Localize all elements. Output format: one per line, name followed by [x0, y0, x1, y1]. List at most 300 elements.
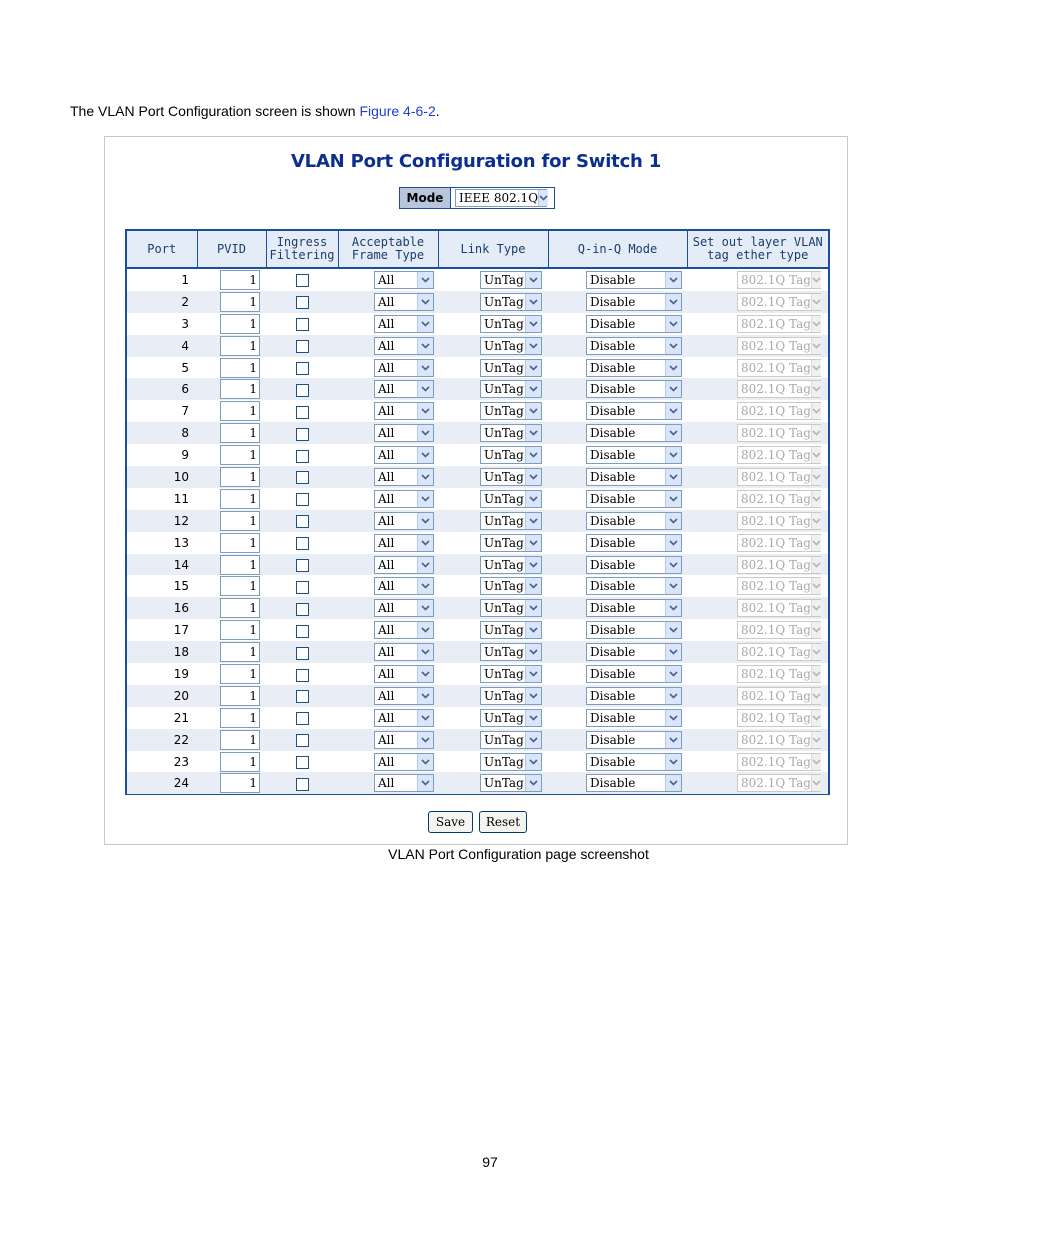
pvid-input[interactable]: 1: [220, 445, 260, 465]
outer-tag-select-value: 802.1Q Tag: [741, 272, 811, 287]
frame-type-select-value: All: [378, 688, 395, 703]
frame-type-select[interactable]: [374, 359, 434, 377]
pvid-cell: [197, 751, 266, 773]
outer-tag-cell: [687, 641, 828, 663]
link-type-select[interactable]: [480, 271, 542, 289]
chevron-down-icon: [525, 732, 541, 748]
link-type-select[interactable]: [480, 490, 542, 508]
chevron-down-icon: [665, 360, 681, 376]
frame-type-cell: [338, 378, 438, 400]
link-type-select[interactable]: [480, 577, 542, 595]
chevron-down-icon: [811, 644, 821, 660]
chevron-down-icon: [525, 447, 541, 463]
pvid-cell: [197, 400, 266, 422]
chevron-down-icon: [417, 360, 433, 376]
frame-type-select[interactable]: [374, 774, 434, 792]
link-type-cell: [438, 488, 548, 510]
link-type-cell: [438, 291, 548, 313]
link-type-cell: [438, 313, 548, 335]
frame-type-cell: [338, 641, 438, 663]
link-type-select[interactable]: [480, 774, 542, 792]
frame-type-select[interactable]: [374, 293, 434, 311]
link-type-select[interactable]: [480, 534, 542, 552]
ingress-filtering-checkbox[interactable]: [296, 690, 309, 703]
ingress-cell: [266, 466, 338, 488]
link-type-select[interactable]: [480, 446, 542, 464]
qinq-mode-select-value: Disable: [590, 535, 636, 550]
qinq-mode-select[interactable]: [586, 512, 682, 530]
pvid-cell: [197, 291, 266, 313]
ingress-filtering-checkbox[interactable]: [296, 406, 309, 419]
frame-type-select[interactable]: [374, 402, 434, 420]
pvid-cell: [197, 378, 266, 400]
ingress-filtering-checkbox[interactable]: [296, 471, 309, 484]
link-type-cell: [438, 268, 548, 291]
link-type-cell: [438, 619, 548, 641]
pvid-cell: [197, 597, 266, 619]
frame-type-select[interactable]: [374, 687, 434, 705]
frame-type-select[interactable]: [374, 556, 434, 574]
outer-tag-select-value: 802.1Q Tag: [741, 666, 811, 681]
link-type-select[interactable]: [480, 599, 542, 617]
pvid-input[interactable]: 1: [220, 664, 260, 684]
chevron-down-icon: [525, 688, 541, 704]
link-type-cell: [438, 685, 548, 707]
table-row: [127, 751, 828, 773]
outer-tag-select: [737, 271, 821, 289]
pvid-input[interactable]: 1: [220, 730, 260, 750]
outer-tag-cell: [687, 400, 828, 422]
chevron-down-icon: [665, 294, 681, 310]
ingress-filtering-checkbox[interactable]: [296, 318, 309, 331]
outer-tag-select: [737, 337, 821, 355]
link-type-select[interactable]: [480, 643, 542, 661]
chevron-down-icon: [811, 425, 821, 441]
port-number: 23: [173, 754, 189, 769]
outer-tag-select-value: 802.1Q Tag: [741, 688, 811, 703]
vlan-port-table: [125, 229, 830, 795]
qinq-mode-cell: [548, 291, 687, 313]
qinq-mode-cell: [548, 510, 687, 532]
header-port: Port: [127, 231, 197, 268]
frame-type-select[interactable]: [374, 577, 434, 595]
outer-tag-select: [737, 577, 821, 595]
ingress-filtering-checkbox[interactable]: [296, 778, 309, 791]
pvid-input[interactable]: 1: [220, 773, 260, 793]
pvid-input[interactable]: 1: [220, 467, 260, 487]
outer-tag-select-value: 802.1Q Tag: [741, 426, 811, 441]
table-row: [127, 291, 828, 313]
link-type-select[interactable]: [480, 709, 542, 727]
qinq-mode-select[interactable]: [586, 380, 682, 398]
qinq-mode-select[interactable]: [586, 643, 682, 661]
frame-type-cell: [338, 510, 438, 532]
header-acceptable-frame-type: Acceptable Frame Type: [338, 231, 438, 268]
link-type-select[interactable]: [480, 337, 542, 355]
outer-tag-cell: [687, 707, 828, 729]
ingress-filtering-checkbox[interactable]: [296, 625, 309, 638]
ingress-cell: [266, 663, 338, 685]
outer-tag-select-value: 802.1Q Tag: [741, 469, 811, 484]
qinq-mode-select-value: Disable: [590, 294, 636, 309]
link-type-select-value: UnTag: [484, 754, 524, 769]
qinq-mode-select-value: Disable: [590, 557, 636, 572]
mode-select-value: IEEE 802.1Q: [459, 191, 539, 205]
qinq-mode-select-value: Disable: [590, 579, 636, 594]
port-number: 6: [127, 378, 197, 400]
link-type-select-value: UnTag: [484, 491, 524, 506]
pvid-input[interactable]: 1: [220, 511, 260, 531]
chevron-down-icon: [525, 381, 541, 397]
frame-type-cell: [338, 488, 438, 510]
qinq-mode-select[interactable]: [586, 402, 682, 420]
qinq-mode-select-value: Disable: [590, 360, 636, 375]
pvid-input[interactable]: 1: [220, 358, 260, 378]
table-row: [127, 663, 828, 685]
qinq-mode-cell: [548, 707, 687, 729]
qinq-mode-cell: [548, 685, 687, 707]
outer-tag-cell: [687, 422, 828, 444]
qinq-mode-cell: [548, 751, 687, 773]
outer-tag-select-value: 802.1Q Tag: [741, 404, 811, 419]
qinq-mode-select-value: Disable: [590, 469, 636, 484]
frame-type-select[interactable]: [374, 534, 434, 552]
chevron-down-icon: [811, 775, 821, 791]
link-type-cell: [438, 554, 548, 576]
chevron-down-icon: [811, 403, 821, 419]
port-number: 10: [127, 466, 197, 488]
link-type-select[interactable]: [480, 359, 542, 377]
link-type-cell: [438, 335, 548, 357]
frame-type-select[interactable]: [374, 643, 434, 661]
frame-type-cell: [338, 751, 438, 773]
link-type-select-value: UnTag: [484, 601, 524, 616]
ingress-cell: [266, 357, 338, 379]
pvid-input[interactable]: 1: [220, 423, 260, 443]
pvid-input[interactable]: 1: [220, 401, 260, 421]
save-button[interactable]: Save: [428, 811, 473, 833]
ingress-cell: [266, 554, 338, 576]
frame-type-select[interactable]: [374, 446, 434, 464]
table-row: [127, 313, 828, 335]
page-number: 97: [482, 1154, 498, 1170]
frame-type-select-value: All: [378, 294, 395, 309]
qinq-mode-select[interactable]: [586, 621, 682, 639]
link-type-select[interactable]: [480, 293, 542, 311]
frame-type-select-value: All: [378, 710, 395, 725]
frame-type-select-value: All: [378, 382, 395, 397]
frame-type-select[interactable]: [374, 599, 434, 617]
figure-caption: VLAN Port Configuration page screenshot: [388, 846, 649, 862]
mode-select[interactable]: [455, 189, 547, 207]
outer-tag-cell: [687, 313, 828, 335]
ingress-cell: [266, 707, 338, 729]
outer-tag-select: [737, 315, 821, 333]
qinq-mode-select[interactable]: [586, 446, 682, 464]
ingress-filtering-checkbox[interactable]: [296, 603, 309, 616]
link-type-select[interactable]: [480, 424, 542, 442]
frame-type-cell: [338, 729, 438, 751]
qinq-mode-select[interactable]: [586, 753, 682, 771]
qinq-mode-cell: [548, 444, 687, 466]
chevron-down-icon: [417, 316, 433, 332]
qinq-mode-cell: [548, 729, 687, 751]
qinq-mode-select[interactable]: [586, 665, 682, 683]
outer-tag-select-value: 802.1Q Tag: [741, 732, 811, 747]
link-type-select[interactable]: [480, 380, 542, 398]
frame-type-select[interactable]: [374, 337, 434, 355]
pvid-input[interactable]: 1: [220, 555, 260, 575]
table-row: [127, 554, 828, 576]
chevron-down-icon: [417, 644, 433, 660]
frame-type-select-value: All: [378, 601, 395, 616]
reset-button[interactable]: Reset: [479, 811, 527, 833]
qinq-mode-select[interactable]: [586, 556, 682, 574]
link-type-cell: [438, 378, 548, 400]
ingress-filtering-checkbox[interactable]: [296, 515, 309, 528]
link-type-select[interactable]: [480, 468, 542, 486]
ingress-cell: [266, 619, 338, 641]
outer-tag-cell: [687, 532, 828, 554]
chevron-down-icon: [525, 403, 541, 419]
link-type-select[interactable]: [480, 402, 542, 420]
qinq-mode-select[interactable]: [586, 337, 682, 355]
qinq-mode-select-value: Disable: [590, 316, 636, 331]
port-number: 4: [127, 335, 197, 357]
chevron-down-icon: [417, 710, 433, 726]
qinq-mode-select[interactable]: [586, 709, 682, 727]
link-type-select[interactable]: [480, 753, 542, 771]
outer-tag-cell: [687, 772, 828, 794]
frame-type-select[interactable]: [374, 424, 434, 442]
link-type-select-value: UnTag: [484, 710, 524, 725]
link-type-select[interactable]: [480, 731, 542, 749]
qinq-mode-select[interactable]: [586, 468, 682, 486]
chevron-down-icon: [811, 535, 821, 551]
ingress-filtering-checkbox[interactable]: [296, 450, 309, 463]
frame-type-select-value: All: [378, 776, 395, 791]
table-row: [127, 575, 828, 597]
frame-type-select[interactable]: [374, 753, 434, 771]
chevron-down-icon: [665, 688, 681, 704]
pvid-input[interactable]: 1: [220, 708, 260, 728]
frame-type-select[interactable]: [374, 621, 434, 639]
pvid-cell: [197, 335, 266, 357]
pvid-input[interactable]: 1: [220, 270, 260, 290]
outer-tag-select: [737, 621, 821, 639]
outer-tag-select-value: 802.1Q Tag: [741, 294, 811, 309]
pvid-cell: [197, 313, 266, 335]
port-number: 5: [181, 360, 189, 375]
qinq-mode-cell: [548, 575, 687, 597]
chevron-down-icon: [665, 666, 681, 682]
qinq-mode-select[interactable]: [586, 577, 682, 595]
link-type-cell: [438, 729, 548, 751]
qinq-mode-select[interactable]: [586, 293, 682, 311]
frame-type-select[interactable]: [374, 709, 434, 727]
pvid-input[interactable]: 1: [220, 642, 260, 662]
ingress-filtering-checkbox[interactable]: [296, 581, 309, 594]
frame-type-select-value: All: [378, 448, 395, 463]
intro-text-end: .: [435, 103, 440, 119]
frame-type-select[interactable]: [374, 665, 434, 683]
pvid-input[interactable]: 1: [220, 752, 260, 772]
qinq-mode-select-value: Disable: [590, 513, 636, 528]
chevron-down-icon: [417, 535, 433, 551]
ingress-filtering-checkbox[interactable]: [296, 493, 309, 506]
outer-tag-select-value: 802.1Q Tag: [741, 579, 811, 594]
outer-tag-select-value: 802.1Q Tag: [741, 557, 811, 572]
qinq-mode-select[interactable]: [586, 687, 682, 705]
chevron-down-icon: [811, 557, 821, 573]
outer-tag-cell: [687, 597, 828, 619]
ingress-filtering-checkbox[interactable]: [296, 537, 309, 550]
link-type-select[interactable]: [480, 687, 542, 705]
intro-text: The VLAN Port Configuration screen is shown: [70, 103, 360, 119]
frame-type-select-value: All: [378, 469, 395, 484]
ingress-filtering-checkbox[interactable]: [296, 734, 309, 747]
outer-tag-select-value: 802.1Q Tag: [741, 535, 811, 550]
chevron-down-icon: [417, 775, 433, 791]
frame-type-cell: [338, 685, 438, 707]
link-type-select-value: UnTag: [484, 776, 524, 791]
ingress-cell: [266, 313, 338, 335]
pvid-cell: [197, 707, 266, 729]
ingress-filtering-checkbox[interactable]: [296, 274, 309, 287]
chevron-down-icon: [525, 491, 541, 507]
frame-type-cell: [338, 466, 438, 488]
frame-type-select[interactable]: [374, 468, 434, 486]
chevron-down-icon: [525, 535, 541, 551]
ingress-filtering-checkbox[interactable]: [296, 756, 309, 769]
qinq-mode-cell: [548, 554, 687, 576]
qinq-mode-select[interactable]: [586, 424, 682, 442]
frame-type-cell: [338, 619, 438, 641]
frame-type-select[interactable]: [374, 490, 434, 508]
outer-tag-cell: [687, 751, 828, 773]
qinq-mode-cell: [548, 378, 687, 400]
ingress-filtering-checkbox[interactable]: [296, 384, 309, 397]
chevron-down-icon: [417, 600, 433, 616]
frame-type-select[interactable]: [374, 380, 434, 398]
pvid-input[interactable]: 1: [220, 686, 260, 706]
link-type-cell: [438, 663, 548, 685]
ingress-filtering-checkbox[interactable]: [296, 362, 309, 375]
pvid-input[interactable]: 1: [220, 292, 260, 312]
chevron-down-icon: [811, 447, 821, 463]
intro-paragraph: [70, 103, 440, 119]
qinq-mode-select[interactable]: [586, 490, 682, 508]
frame-type-select[interactable]: [374, 731, 434, 749]
qinq-mode-cell: [548, 597, 687, 619]
frame-type-select[interactable]: [374, 271, 434, 289]
ingress-filtering-checkbox[interactable]: [296, 340, 309, 353]
link-type-select-value: UnTag: [484, 316, 524, 331]
ingress-filtering-checkbox[interactable]: [296, 647, 309, 660]
link-type-select-value: UnTag: [484, 623, 524, 638]
frame-type-select-value: All: [378, 316, 395, 331]
header-link-type: Link Type: [438, 231, 548, 268]
outer-tag-cell: [687, 685, 828, 707]
qinq-mode-select[interactable]: [586, 731, 682, 749]
ingress-cell: [266, 597, 338, 619]
link-type-select-value: UnTag: [484, 360, 524, 375]
ingress-cell: [266, 400, 338, 422]
frame-type-cell: [338, 575, 438, 597]
outer-tag-select: [737, 709, 821, 727]
pvid-cell: [197, 466, 266, 488]
link-type-select[interactable]: [480, 665, 542, 683]
link-type-select[interactable]: [480, 556, 542, 574]
frame-type-select[interactable]: [374, 512, 434, 530]
qinq-mode-select[interactable]: [586, 774, 682, 792]
figure-link[interactable]: Figure 4-6-2: [359, 103, 436, 119]
qinq-mode-select[interactable]: [586, 359, 682, 377]
outer-tag-cell: [687, 335, 828, 357]
frame-type-cell: [338, 532, 438, 554]
chevron-down-icon: [665, 644, 681, 660]
pvid-input[interactable]: 1: [220, 533, 260, 553]
pvid-cell: [197, 619, 266, 641]
pvid-cell: [197, 554, 266, 576]
link-type-select-value: UnTag: [484, 404, 524, 419]
chevron-down-icon: [665, 491, 681, 507]
ingress-cell: [266, 291, 338, 313]
ingress-cell: [266, 751, 338, 773]
qinq-mode-select[interactable]: [586, 534, 682, 552]
frame-type-select[interactable]: [374, 315, 434, 333]
qinq-mode-select-value: Disable: [590, 426, 636, 441]
ingress-filtering-checkbox[interactable]: [296, 712, 309, 725]
pvid-input[interactable]: 1: [220, 379, 260, 399]
chevron-down-icon: [525, 775, 541, 791]
frame-type-select-value: All: [378, 754, 395, 769]
pvid-input[interactable]: 1: [220, 598, 260, 618]
pvid-cell: [197, 663, 266, 685]
qinq-mode-select[interactable]: [586, 271, 682, 289]
outer-tag-select: [737, 402, 821, 420]
port-number: 3: [181, 316, 189, 331]
pvid-cell: [197, 510, 266, 532]
link-type-select[interactable]: [480, 621, 542, 639]
pvid-input[interactable]: 1: [220, 336, 260, 356]
pvid-input[interactable]: 1: [220, 576, 260, 596]
frame-type-select-value: All: [378, 666, 395, 681]
outer-tag-select-value: 802.1Q Tag: [741, 776, 811, 791]
pvid-input[interactable]: 1: [220, 489, 260, 509]
chevron-down-icon: [525, 469, 541, 485]
link-type-select[interactable]: [480, 315, 542, 333]
pvid-input[interactable]: 1: [220, 620, 260, 640]
qinq-mode-select[interactable]: [586, 315, 682, 333]
link-type-select[interactable]: [480, 512, 542, 530]
frame-type-select-value: All: [378, 338, 395, 353]
outer-tag-select: [737, 556, 821, 574]
ingress-filtering-checkbox[interactable]: [296, 296, 309, 309]
ingress-filtering-checkbox[interactable]: [296, 559, 309, 572]
outer-tag-cell: [687, 619, 828, 641]
qinq-mode-select[interactable]: [586, 599, 682, 617]
frame-type-select-value: All: [378, 579, 395, 594]
pvid-input[interactable]: 1: [220, 314, 260, 334]
ingress-filtering-checkbox[interactable]: [296, 669, 309, 682]
ingress-filtering-checkbox[interactable]: [296, 428, 309, 441]
port-number: 20: [127, 685, 197, 707]
outer-tag-cell: [687, 554, 828, 576]
link-type-cell: [438, 707, 548, 729]
outer-tag-cell: [687, 444, 828, 466]
link-type-cell: [438, 444, 548, 466]
